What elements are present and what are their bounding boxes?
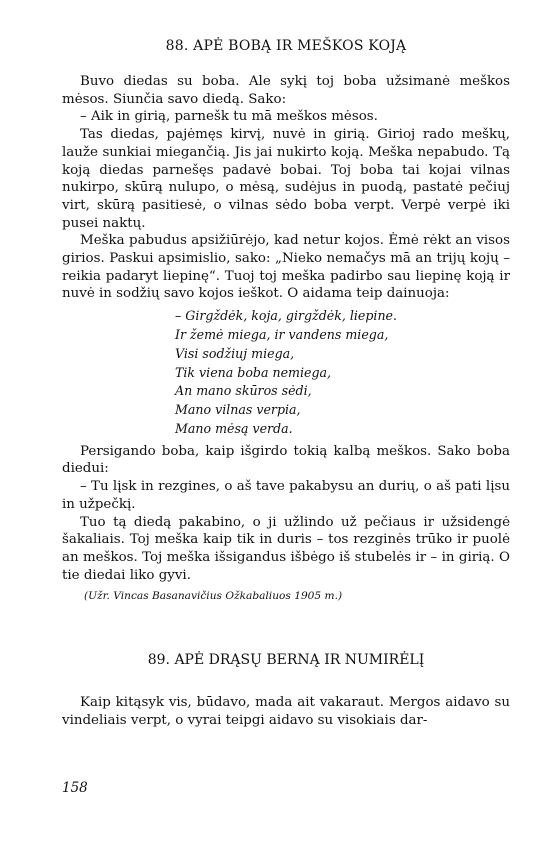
- paragraph: – Aik in girią, parnešk tu mā meškos mėsos.: [80, 109, 378, 125]
- verse-line: An mano skūros sėdi,: [175, 383, 312, 399]
- paragraph: Meška pabudus apsižiūrėjo, kad netur kojos. Ėmė rėkt an visos girios. Paskui apsimislio, sako: „Nieko nemačys mā an trijų kojų – reikia padaryt liepinę“. Tuoj toj meška padirbo sau liepinę koją ir nuvė in sodžių savo kojos ieškot. O aidama teip dainuoja:: [62, 233, 510, 302]
- paragraph: – Tu lįsk in rezgines, o aš tave pakabysu an durių, o aš pati lįsu in užpečkį.: [62, 479, 510, 512]
- verse-line: Tik viena boba nemiega,: [175, 364, 332, 380]
- verse-line: Mano vilnas verpia,: [175, 402, 301, 418]
- paragraph: Buvo diedas su boba. Ale sykį toj boba užsimanė meškos mėsos. Siunčia savo diedą. Sako:: [62, 74, 510, 107]
- verse-line: Ir žemė miega, ir vandens miega,: [175, 326, 389, 342]
- verse-line: Visi sodžiuj miega,: [175, 345, 295, 361]
- verse-line: – Girgždėk, koja, girgždėk, liepine.: [175, 308, 398, 324]
- source-note: (Užr. Vincas Basanavičius Ožkabaliuos 1905 m.): [84, 590, 343, 603]
- story-body: [62, 73, 510, 602]
- verse-line: Mano mėsą verda.: [175, 420, 293, 436]
- page-number: 158: [62, 780, 88, 796]
- story-title: 88. APĖ BOBĄ IR MEŠKOS KOJĄ: [165, 38, 407, 54]
- paragraph: Persigando boba, kaip išgirdo tokią kalbą meškos. Sako boba diedui:: [62, 443, 510, 477]
- story-title: 89. APĖ DRĄSŲ BERNĄ IR NUMIRĖLĮ: [147, 652, 425, 669]
- paragraph: Tas diedas, pajėmęs kirvį, nuvė in girią. Girioj rado meškų, lauže sunkiai miegančią. Jis jai nukirto koją. Meška nepabudo. Tą koją diedas parnešęs padavė bobai. Toj boba tai kojai vilnas nukirpo, skūrą nulupo, o mėsą, sudėjus in puodą, pastatė pečiuj virt, skūrą pasitiesė, o vilnas sėdo boba verpt. Verpė verpė iki pusei naktų.: [62, 127, 510, 231]
- song-verse: [175, 307, 510, 439]
- paragraph: Tuo tą diedą pakabino, o ji užlindo už pečiaus ir užsidengė šakaliais. Toj meška kaip tik in duris – tos rezginės trūko ir puolė an meškos. Toj meška išsigandus išbėgo iš stubelės ir – in girią. O tie diedai liko gyvi.: [62, 514, 510, 583]
- paragraph: Kaip kitąsyk vis, būdavo, mada ait vakaraut. Mergos aidavo su vindeliais verpt, o vyrai teipgi aidavo su visokiais dar-: [62, 695, 510, 729]
